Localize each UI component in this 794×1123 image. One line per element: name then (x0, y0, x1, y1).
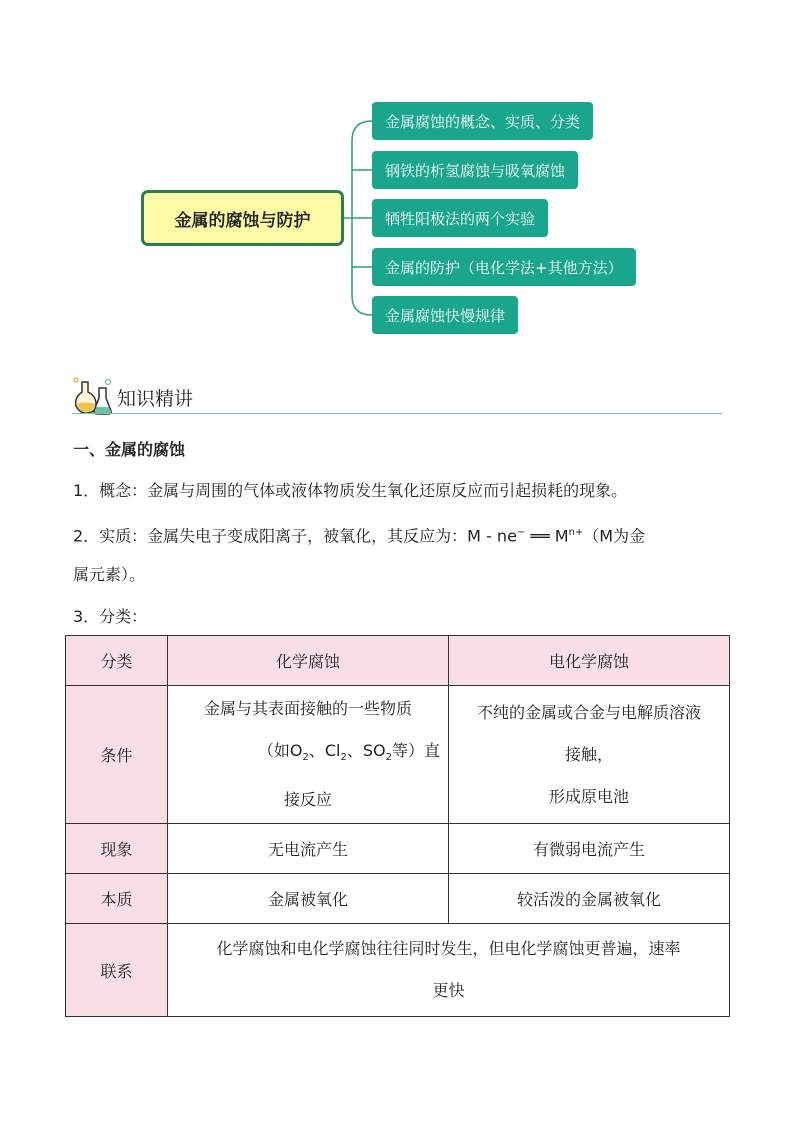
electron-superscript: − (516, 527, 526, 538)
table-header-chemical: 化学腐蚀 (168, 636, 449, 686)
cell-line: 更快 (432, 981, 465, 1000)
table-header-electrochemical: 电化学腐蚀 (449, 636, 730, 686)
flask-icon (72, 376, 114, 416)
section-heading: 一、金属的腐蚀 (73, 440, 186, 459)
essence-text: 2．实质：金属失电子变成阳离子，被氧化，其反应为：M - ne (73, 526, 517, 546)
cell-electrochemical-condition (449, 686, 730, 824)
table-row-phenomenon (66, 824, 730, 874)
cell-line: 接触， (564, 744, 613, 764)
mindmap-node-sacrificial-anode: 牺牲阳极法的两个实验 (372, 199, 548, 237)
cell-line: 化学腐蚀和电化学腐蚀往往同时发生，但电化学腐蚀更普遍，速率 (216, 939, 681, 958)
paragraph-essence-cont: 属元素）。 (73, 565, 146, 584)
essence-suffix: （M为金 (583, 526, 646, 546)
mindmap-node-hydrogen-oxygen: 钢铁的析氢腐蚀与吸氧腐蚀 (372, 151, 578, 189)
paragraph-essence (73, 512, 645, 557)
cell-line: 金属与其表面接触的一些物质 (203, 698, 412, 718)
row-label-relation: 联系 (66, 924, 168, 1017)
section-divider (72, 413, 722, 414)
mindmap-node-speed-rules: 金属腐蚀快慢规律 (372, 296, 518, 334)
mindmap-root: 金属的腐蚀与防护 (141, 190, 344, 246)
cell-line: 形成原电池 (548, 786, 629, 806)
cell-chemical-condition (168, 686, 449, 824)
table-header-row (66, 636, 730, 686)
cell-chemical-phenomenon: 无电流产生 (168, 824, 449, 874)
table-row-condition (66, 686, 730, 824)
classification-table (65, 635, 730, 1017)
mindmap-node-protection: 金属的防护（电化学法+其他方法） (372, 248, 636, 286)
mindmap-node-concept: 金属腐蚀的概念、实质、分类 (372, 102, 593, 140)
cell-electrochemical-phenomenon: 有微弱电流产生 (449, 824, 730, 874)
row-label-condition: 条件 (66, 686, 168, 824)
equation-arrow: ══ M (525, 526, 569, 546)
paragraph-concept: 1．概念：金属与周围的气体或液体物质发生氧化还原反应而引起损耗的现象。 (73, 481, 628, 500)
section-title: 知识精讲 (117, 388, 194, 410)
cell-electrochemical-essence: 较活泼的金属被氧化 (449, 874, 730, 924)
cell-relation (168, 924, 730, 1017)
row-label-essence: 本质 (66, 874, 168, 924)
table-row-relation (66, 924, 730, 1017)
row-label-phenomenon: 现象 (66, 824, 168, 874)
table-header-category: 分类 (66, 636, 168, 686)
cell-line: （如$O_2$、$Cl_2$、$SO_2$等）直 (257, 740, 440, 764)
cell-chemical-essence: 金属被氧化 (168, 874, 449, 924)
charge-superscript: n+ (568, 527, 584, 538)
paragraph-classification: 3．分类： (73, 607, 148, 626)
cell-line: 不纯的金属或合金与电解质溶液 (476, 702, 701, 722)
table-row-essence (66, 874, 730, 924)
cell-line: 接反应 (283, 790, 332, 810)
